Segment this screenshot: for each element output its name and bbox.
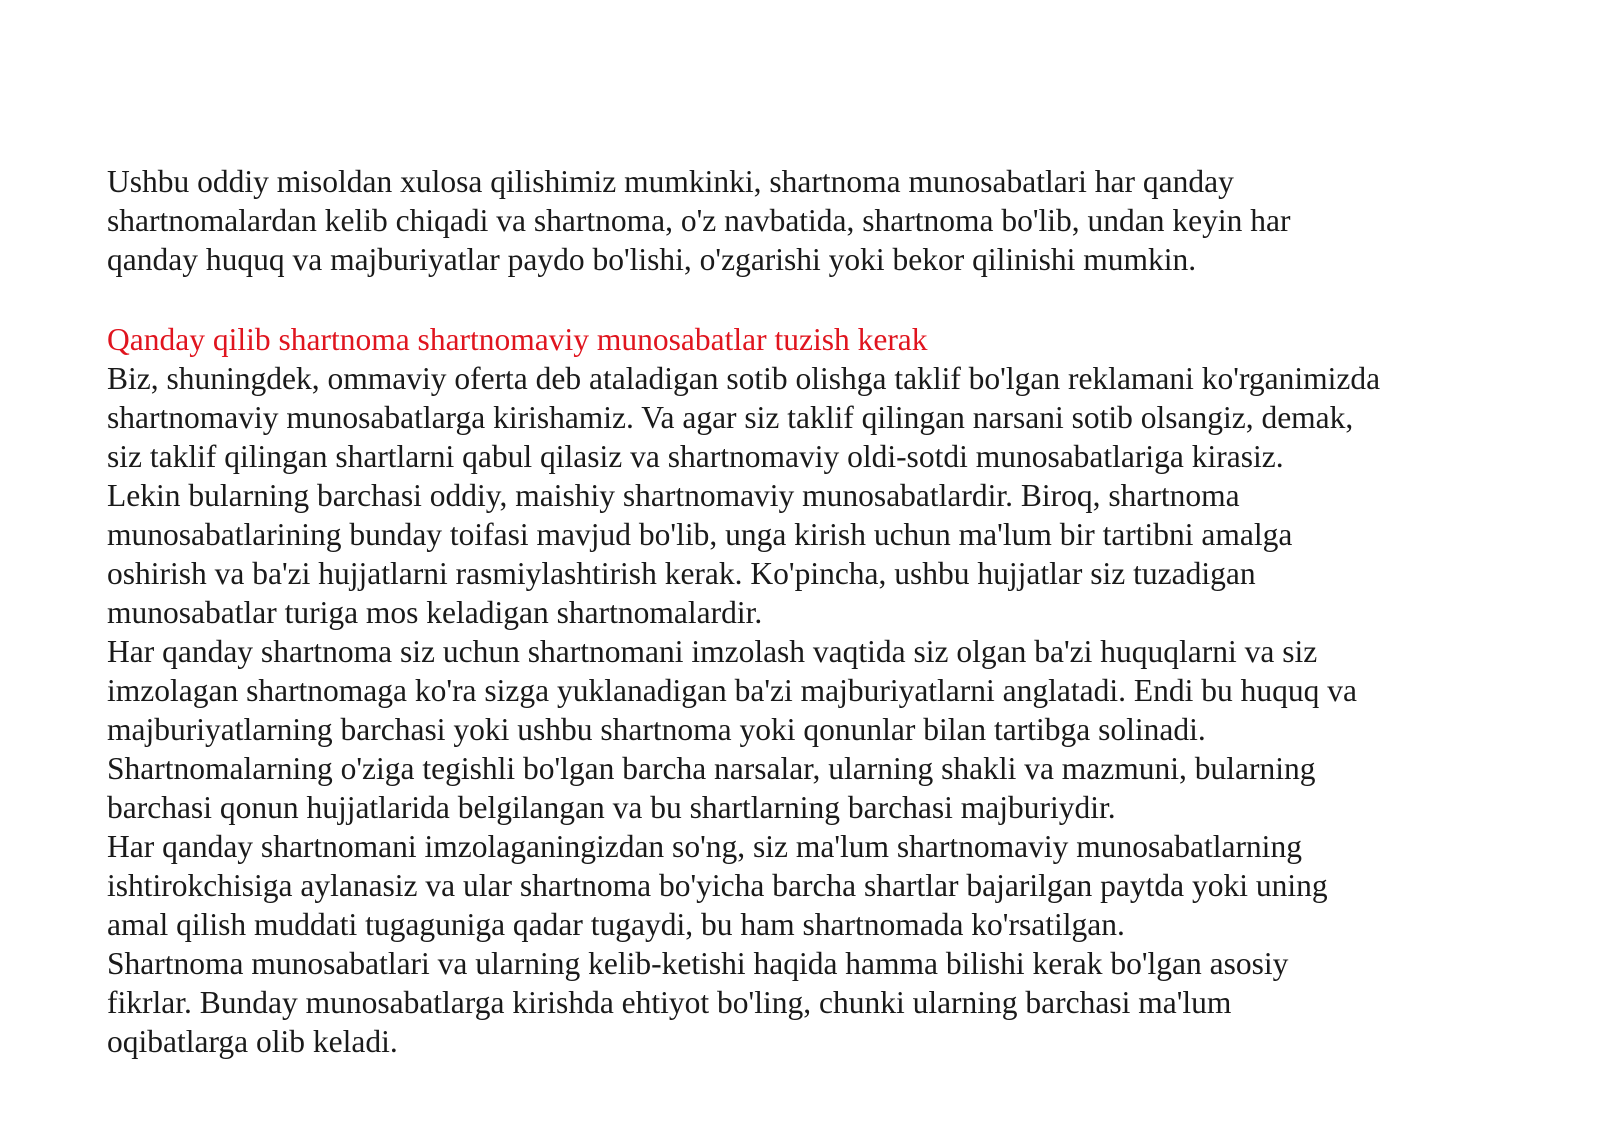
body-line: Shartnoma munosabatlari va ularning kelib-ketishi haqida hamma bilishi kerak bo'lgan asosiy xyxy=(107,946,1289,981)
body-line: munosabatlarining bunday toifasi mavjud bo'lib, unga kirish uchun ma'lum bir tartibni amalga xyxy=(107,517,1293,552)
paragraph-spacer xyxy=(107,279,1547,320)
body-line: ishtirokchisiga aylanasiz va ular shartnoma bo'yicha barcha shartlar bajarilgan paytda yoki uning xyxy=(107,868,1328,903)
intro-line: qanday huquq va majburiyatlar paydo bo'lishi, o'zgarishi yoki bekor qilinishi mumkin. xyxy=(107,242,1197,277)
section-heading: Qanday qilib shartnoma shartnomaviy munosabatlar tuzish kerak xyxy=(107,322,928,357)
body-line: Biz, shuningdek, ommaviy oferta deb ataladigan sotib olishga taklif bo'lgan reklamani ko'rganimizda xyxy=(107,361,1381,396)
body-line: amal qilish muddati tugaguniga qadar tugaydi, bu ham shartnomada ko'rsatilgan. xyxy=(107,907,1125,942)
body-line: fikrlar. Bunday munosabatlarga kirishda ehtiyot bo'ling, chunki ularning barchasi ma'lum xyxy=(107,985,1232,1020)
intro-line: Ushbu oddiy misoldan xulosa qilishimiz mumkinki, shartnoma munosabatlari har qanday xyxy=(107,164,1234,199)
body-line: Shartnomalarning o'ziga tegishli bo'lgan barcha narsalar, ularning shakli va mazmuni, bularning xyxy=(107,751,1316,786)
body-line: Har qanday shartnomani imzolaganingizdan so'ng, siz ma'lum shartnomaviy munosabatlarning xyxy=(107,829,1302,864)
body-line: shartnomaviy munosabatlarga kirishamiz. Va agar siz taklif qilingan narsani sotib olsangiz, demak, xyxy=(107,400,1354,435)
body-line: Lekin bularning barchasi oddiy, maishiy shartnomaviy munosabatlardir. Biroq, shartnoma xyxy=(107,478,1240,513)
body-line: Har qanday shartnoma siz uchun shartnomani imzolash vaqtida siz olgan ba'zi huquqlarni va siz xyxy=(107,634,1318,669)
intro-line: shartnomalardan kelib chiqadi va shartnoma, o'z navbatida, shartnoma bo'lib, undan keyin har xyxy=(107,203,1291,238)
body-line: oshirish va ba'zi hujjatlarni rasmiylashtirish kerak. Ko'pincha, ushbu hujjatlar siz tuzadigan xyxy=(107,556,1256,591)
document-content xyxy=(107,162,1547,1061)
body-line: siz taklif qilingan shartlarni qabul qilasiz va shartnomaviy oldi-sotdi munosabatlariga kirasiz. xyxy=(107,439,1284,474)
body-line: imzolagan shartnomaga ko'ra sizga yuklanadigan ba'zi majburiyatlarni anglatadi. Endi bu huquq va xyxy=(107,673,1357,708)
body-line: munosabatlar turiga mos keladigan shartnomalardir. xyxy=(107,595,763,630)
body-line: oqibatlarga olib keladi. xyxy=(107,1024,398,1059)
body-line: barchasi qonun hujjatlarida belgilangan va bu shartlarning barchasi majburiydir. xyxy=(107,790,1116,825)
body-line: majburiyatlarning barchasi yoki ushbu shartnoma yoki qonunlar bilan tartibga solinadi. xyxy=(107,712,1206,747)
intro-paragraph xyxy=(107,162,1547,279)
body-paragraph xyxy=(107,359,1547,1061)
